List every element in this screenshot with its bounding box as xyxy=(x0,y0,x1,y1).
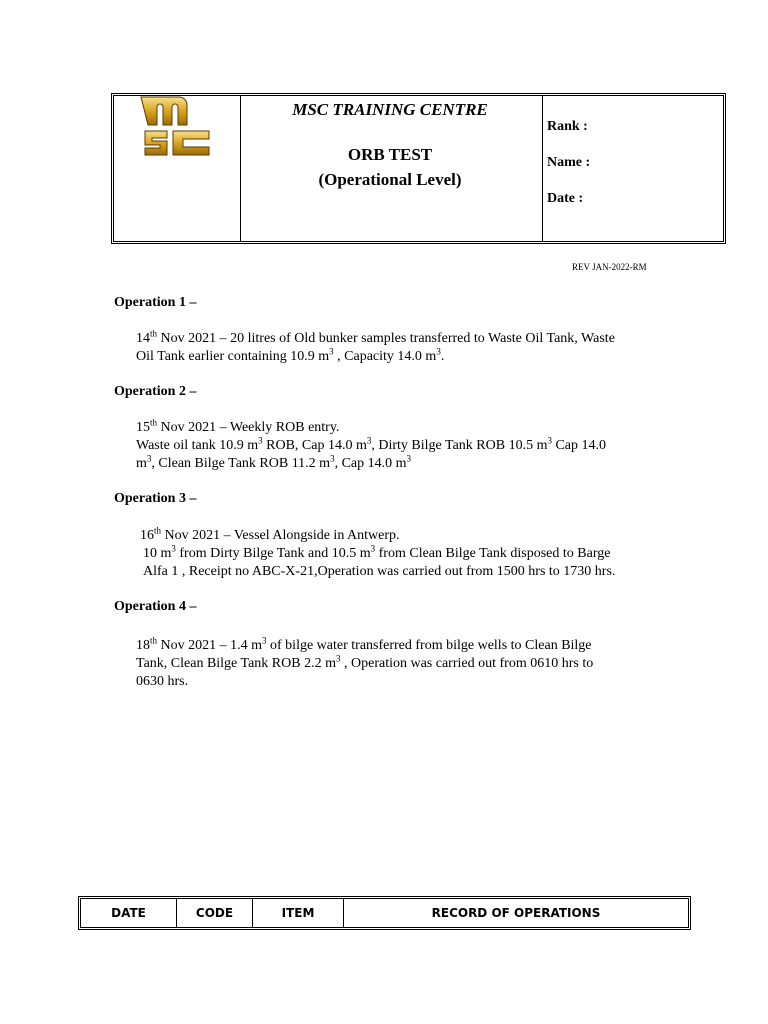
text-segment: from Dirty Bilge Tank and 10.5 m xyxy=(175,546,371,561)
operation-line xyxy=(136,419,339,437)
logo-letter xyxy=(141,97,187,125)
text-segment: 0630 hrs. xyxy=(136,674,189,689)
operation-heading: Operation 4 – xyxy=(114,599,197,614)
operation-line xyxy=(136,655,593,673)
text-segment: from Clean Bilge Tank disposed to Barge xyxy=(375,546,611,561)
column-header-record: RECORD OF OPERATIONS xyxy=(431,906,601,920)
superscript: 3 xyxy=(366,435,372,446)
text-segment: Nov 2021 – 20 litres of Old bunker samples transferred to Waste Oil Tank, Waste xyxy=(157,331,615,346)
superscript: 3 xyxy=(258,435,263,446)
text-segment: Tank, Clean Bilge Tank ROB 2.2 m xyxy=(136,656,336,671)
superscript: 3 xyxy=(171,543,176,554)
operation-line xyxy=(143,545,610,563)
logo-letter xyxy=(145,131,167,155)
superscript: 3 xyxy=(146,453,152,464)
text-segment: ROB, Cap 14.0 m xyxy=(262,438,367,453)
operation-line xyxy=(136,637,592,655)
operation-line xyxy=(140,527,400,545)
record-table-header xyxy=(78,896,691,930)
superscript: th xyxy=(150,635,158,646)
text-segment: , Dirty Bilge Tank ROB 10.5 m xyxy=(371,438,548,453)
logo-letter xyxy=(173,131,209,155)
text-segment: 18 xyxy=(136,638,150,653)
date-field: Date : xyxy=(547,191,584,206)
test-title: ORB TEST xyxy=(347,145,433,164)
operation-line xyxy=(136,348,444,366)
text-segment: Cap 14.0 xyxy=(551,438,607,453)
text-segment: Nov 2021 – Weekly ROB entry. xyxy=(157,420,340,435)
superscript: 3 xyxy=(336,653,341,664)
column-header-item: ITEM xyxy=(253,899,344,927)
operation-heading: Operation 1 – xyxy=(114,295,197,310)
msc-logo xyxy=(135,93,215,165)
text-segment: 15 xyxy=(136,420,150,435)
text-segment: 10 m xyxy=(143,546,172,561)
operation-heading: Operation 3 – xyxy=(114,491,197,506)
text-segment: . xyxy=(440,349,445,364)
text-segment: 16 xyxy=(140,528,154,543)
superscript: 3 xyxy=(370,543,376,554)
text-segment: Oil Tank earlier containing 10.9 m xyxy=(136,349,330,364)
column-header-date: DATE xyxy=(81,899,177,927)
superscript: 3 xyxy=(329,346,334,357)
text-segment: Waste oil tank 10.9 m xyxy=(136,438,259,453)
superscript: th xyxy=(150,328,158,339)
operation-line xyxy=(143,563,615,581)
column-header-code: CODE xyxy=(177,899,253,927)
text-segment: m xyxy=(136,456,147,471)
text-segment: , Cap 14.0 m xyxy=(334,456,407,471)
text-segment: , Operation was carried out from 0610 hrs to xyxy=(340,656,594,671)
superscript: 3 xyxy=(547,435,552,446)
text-segment: 14 xyxy=(136,331,150,346)
text-segment: Alfa 1 , Receipt no ABC-X-21,Operation was carried out from 1500 hrs to 1730 hrs. xyxy=(143,564,616,579)
level-subtitle: (Operational Level) xyxy=(318,170,462,189)
name-field: Name : xyxy=(547,155,591,170)
text-segment: , Clean Bilge Tank ROB 11.2 m xyxy=(151,456,331,471)
operation-line xyxy=(136,437,606,455)
superscript: 3 xyxy=(262,635,267,646)
operation-line xyxy=(136,673,188,691)
superscript: 3 xyxy=(330,453,335,464)
text-segment: Nov 2021 – 1.4 m xyxy=(157,638,263,653)
superscript: 3 xyxy=(436,346,441,357)
text-segment: of bilge water transferred from bilge wells to Clean Bilge xyxy=(266,638,592,653)
rank-field: Rank : xyxy=(547,119,588,134)
superscript: 3 xyxy=(406,453,412,464)
text-segment: Nov 2021 – Vessel Alongside in Antwerp. xyxy=(161,528,400,543)
superscript: th xyxy=(150,417,158,428)
operation-line xyxy=(136,455,411,473)
superscript: th xyxy=(154,525,162,536)
text-segment: , Capacity 14.0 m xyxy=(333,349,437,364)
operation-line xyxy=(136,330,615,348)
institution-title: MSC TRAINING CENTRE xyxy=(292,100,488,119)
revision-label: REV JAN-2022-RM xyxy=(572,262,647,272)
operation-heading: Operation 2 – xyxy=(114,384,197,399)
header-divider xyxy=(542,96,543,241)
